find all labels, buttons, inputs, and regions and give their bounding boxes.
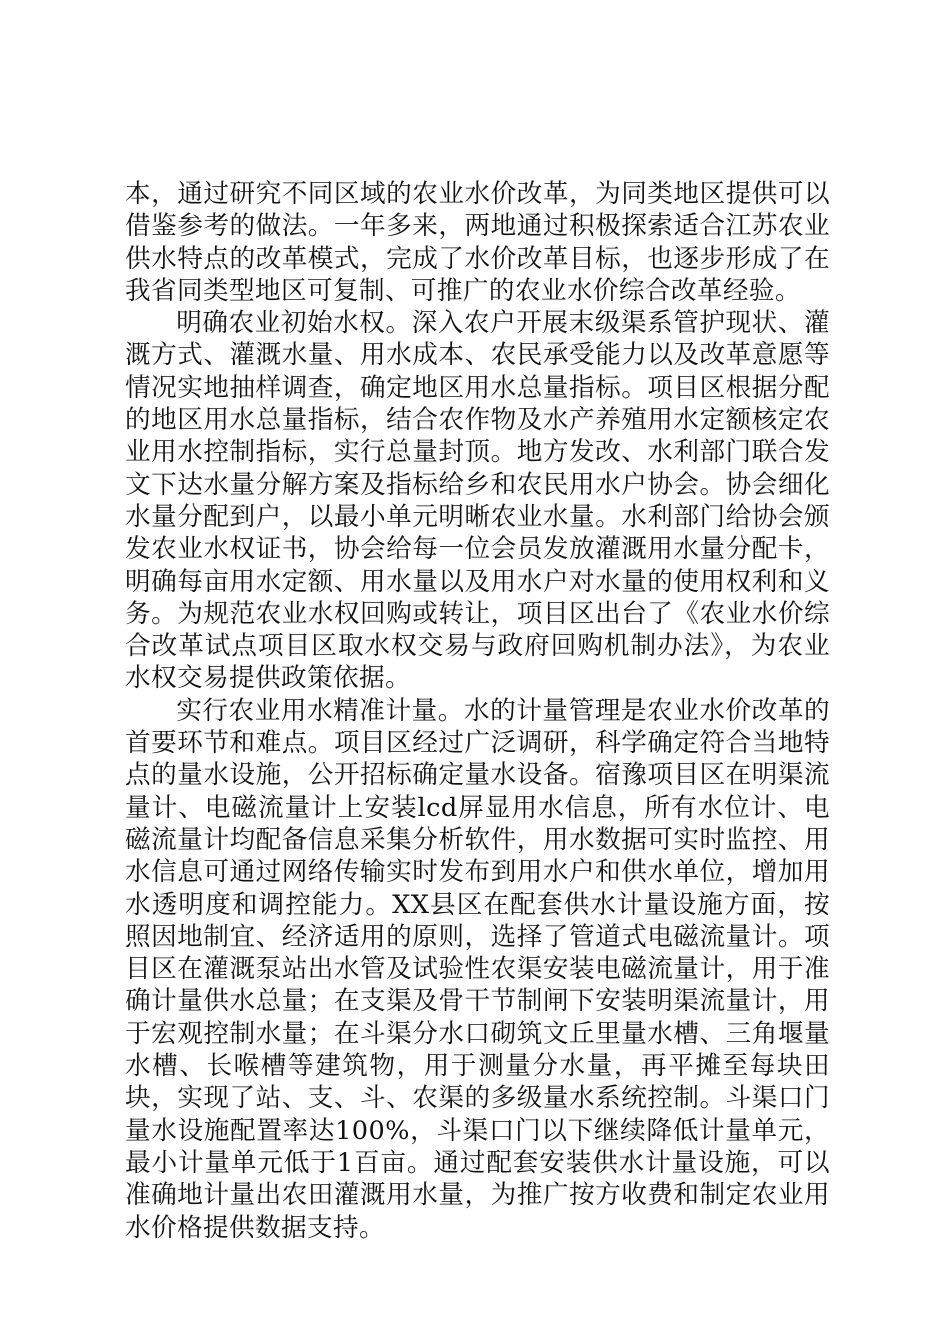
paragraph-water-rights: 明确农业初始水权。深入农户开展末级渠系管护现状、灌溉方式、灌溉水量、用水成本、农民承受能力以及改革意愿等情况实地抽样调查，确定地区用水总量指标。项目区根据分配的地区用水总量指标，结合农作物及水产养殖用水定额核定农业用水控制指标，实行总量封顶。地方发改、水利部门联合发文下达水量分解方案及指标给乡和农民用水户协会。协会细化水量分配到户，以最小单元明晰农业水量。水利部门给协会颁发农业水权证书，协会给每一位会员发放灌溉用水量分配卡，明确每亩用水定额、用水量以及用水户对水量的使用权利和义务。为规范农业水权回购或转让，项目区出台了《农业水价综合改革试点项目区取水权交易与政府回购机制办法》，为农业水权交易提供政策依据。 [125, 308, 830, 694]
paragraph-water-metering: 实行农业用水精准计量。水的计量管理是农业水价改革的首要环节和难点。项目区经过广泛调研，科学确定符合当地特点的量水设施，公开招标确定量水设备。宿豫项目区在明渠流量计、电磁流量计上安装lcd屏显用水信息，所有水位计、电磁流量计均配备信息采集分析软件，用水数据可实时监控、用水信息可通过网络传输实时发布到用水户和供水单位，增加用水透明度和调控能力。XX县区在配套供水计量设施方面，按照因地制宜、经济适用的原则，选择了管道式电磁流量计。项目区在灌溉泵站出水管及试验性农渠安装电磁流量计，用于准确计量供水总量；在支渠及骨干节制闸下安装明渠流量计，用于宏观控制水量；在斗渠分水口砌筑文丘里量水槽、三角堰量水槽、长喉槽等建筑物，用于测量分水量，再平摊至每块田块，实现了站、支、斗、农渠的多级量水系统控制。斗渠口门量水设施配置率达100%，斗渠口门以下继续降低计量单元，最小计量单元低于1百亩。通过配套安装供水计量设施，可以准确地计量出农田灌溉用水量，为推广按方收费和制定农业用水价格提供数据支持。 [125, 695, 830, 1243]
paragraph-continuation: 本，通过研究不同区域的农业水价改革，为同类地区提供可以借鉴参考的做法。一年多来，两地通过积极探索适合江苏农业供水特点的改革模式，完成了水价改革目标，也逐步形成了在我省同类型地区可复制、可推广的农业水价综合改革经验。 [125, 179, 830, 306]
document-body [125, 178, 830, 1244]
